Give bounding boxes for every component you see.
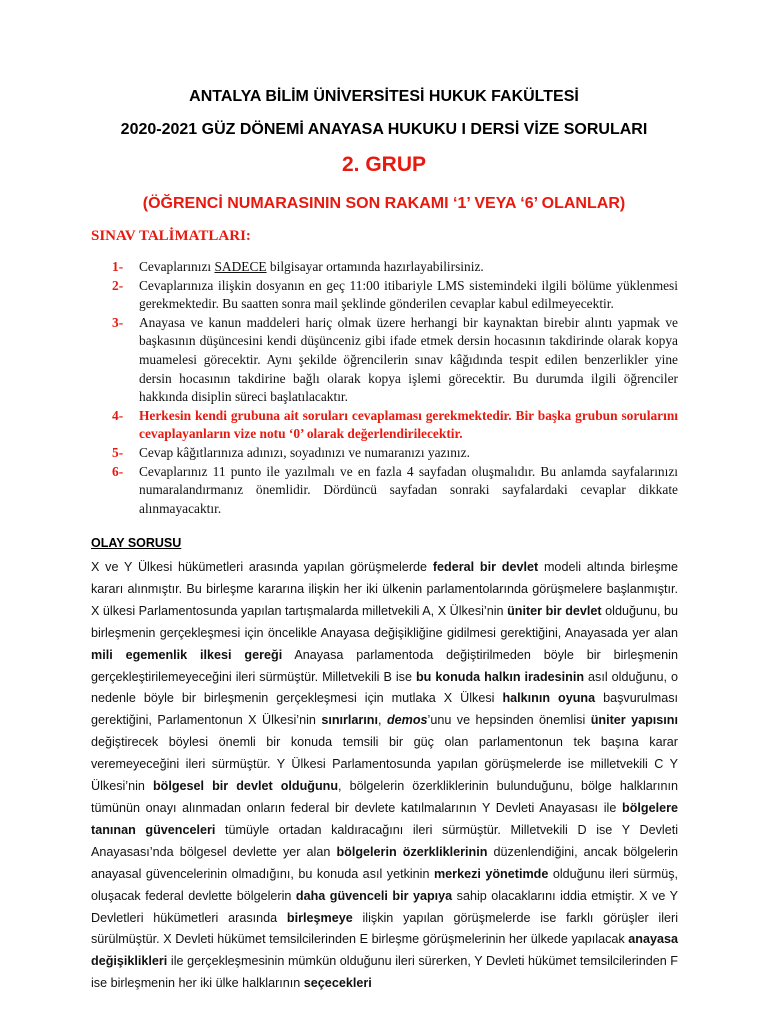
group-title: 2. GRUP	[341, 153, 427, 176]
instruction-text: Anayasa ve kanun maddeleri hariç olmak üzere herhangi bir kaynaktan birebir alıntı yapmak ve başkasının düşüncesini kendi düşünceniz gibi ifade etmek dersin hocasının takdirinde olarak kopya muamelesi görecektir. Aynı şekilde öğrencilerin sınav kâğıdında tespit edilen benzerlikler yine dersin hocasının takdirine bağlı olarak kopya işlemi görecektir. Bu durumda ilgili öğrenciler hakkında disiplin süreci başlatılacaktır.	[139, 314, 678, 405]
case-emphasis-segment: federal bir devlet	[432, 560, 539, 574]
instruction-item-3	[112, 314, 678, 407]
case-text-segment: tümüyle ortadan kaldıracağını ileri sürmüştür. Milletvekili D ise Y Devleti Anayasası’nda bölgesel devlette yer alan	[91, 822, 678, 859]
case-emphasis-segment: mili egemenlik ilkesi gereği	[91, 647, 283, 662]
case-text-segment: değiştirecek böylesi önemli bir konuda temsili bir güç olan parlamentonun tek başına karar veremeyeceğini ileri sürmüştür. Y Ülkesi Parlamentosunda yapılan görüşmelerde ise milletvekili C Y Ülkesi’nin	[91, 735, 678, 794]
instruction-text: Cevap kâğıtlarınıza adınızı, soyadınızı ve numaranızı yazınız.	[139, 444, 470, 460]
case-text-segment: asıl olduğunu, o nedenle böyle bir birleşmenin gerçekleşmesi için mutlaka X Ülkesi	[91, 669, 678, 706]
instruction-number: 1-	[112, 259, 124, 274]
case-emphasis-segment: demos	[386, 713, 428, 728]
university-title: ANTALYA BİLİM ÜNİVERSİTESİ HUKUK FAKÜLTESİ	[189, 88, 579, 105]
case-emphasis-segment: birleşmeye	[286, 910, 353, 925]
case-emphasis-segment: bölgesel bir devlet olduğunu	[152, 779, 339, 794]
case-text-segment: ilişkin yapılan görüşmelerde ise farklı görüşler ileri sürülmüştür. X Devleti hükümet temsilcilerinden E birleşme görüşmelerinin her ülkede yapılacak	[91, 910, 679, 947]
case-emphasis-segment: daha güvenceli bir yapıya	[295, 888, 453, 903]
instruction-number: 5-	[112, 444, 124, 460]
case-emphasis-segment: bu konuda halkın iradesinin	[415, 669, 585, 684]
case-text-segment: modeli altında birleşme kararı alınmıştır. Bu birleşme kararına ilişkin her iki ülkenin parlamentolarında görüşmelere başlanmıştır. X ülkesi Parlamentosunda yapılan tartışmalarda milletvekili A, X Ülkesi’nin	[91, 560, 678, 618]
case-heading: OLAY SORUSU	[91, 536, 182, 550]
case-text-segment: olduğunu, bu birleşmenin gerçekleşmesi için öncelikle Anayasa değişikliğine gidilmesi gerektiğini, Anayasada yer alan	[91, 603, 679, 640]
case-body	[91, 557, 678, 995]
instruction-text: bilgisayar ortamında hazırlayabilirsiniz.	[266, 259, 484, 274]
instruction-number: 3-	[112, 314, 124, 330]
case-emphasis-segment: seçecekleri	[303, 976, 372, 991]
case-emphasis-segment: üniter yapısını	[590, 713, 678, 728]
case-text-segment: ile gerçekleşmesinin mümkün olduğunu ileri sürerken, Y Devleti hükümet temsilcilerinden F ise birleşmenin her iki ülke halklarının	[91, 954, 678, 991]
case-text-segment: ,	[378, 713, 387, 728]
group-note: (ÖĞRENCİ NUMARASININ SON RAKAMI ‘1’ VEYA ‘6’ OLANLAR)	[142, 195, 626, 212]
case-text-segment: sahip olacaklarını iddia etmiştir. X ve Y Devletleri hükümetleri arasında	[91, 888, 678, 925]
case-text-segment: Anayasa parlamentoda değiştirilmeden böyle bir birleşmenin gerçekleştirilemeyeceğini ileri sürmüştür. Milletvekili B ise	[91, 647, 678, 684]
case-emphasis-segment: bölgelere tanınan güvenceleri	[91, 800, 678, 837]
instruction-item-5	[112, 444, 678, 463]
instruction-emphasis: SADECE	[214, 259, 267, 274]
instruction-item-4	[112, 407, 678, 444]
instruction-text: Cevaplarınıza ilişkin dosyanın en geç 11:00 itibariyle LMS sistemindeki ilgili bölüme yüklenmesi gerekmektedir. Bu saatten sonra mail şeklinde gönderilen cevaplar kabul edilmeyecektir.	[139, 277, 678, 312]
instruction-text: Cevaplarınız 11 punto ile yazılmalı ve en fazla 4 sayfadan oluşmalıdır. Bu anlamda sayfalarınızı numaralandırmanız önemlidir. Dördüncü sayfadan sonraki sayfalardaki cevaplar dikkate alınmayacaktır.	[139, 463, 678, 516]
case-text-segment: düzenlendiğini, ancak bölgelerin anayasal güvencelerinin olmadığını, bu konuda asıl yetkinin	[91, 844, 678, 881]
instruction-item-6	[112, 463, 678, 519]
case-emphasis-segment: merkezi yönetimde	[433, 866, 549, 881]
case-text-segment: başvurulması gerektiğini, Parlamentonun X Ülkesi’nin	[91, 691, 678, 728]
case-text-segment: X ve Y Ülkesi hükümetleri arasında yapılan görüşmelerde	[91, 560, 433, 574]
case-emphasis-segment: üniter bir devlet	[507, 603, 602, 618]
instruction-item-1	[112, 258, 678, 277]
case-emphasis-segment: halkının oyuna	[502, 691, 596, 706]
instruction-number: 4-	[112, 407, 124, 423]
instruction-number: 6-	[112, 463, 124, 479]
case-emphasis-segment: bölgelerin özerkliklerinin	[336, 844, 488, 859]
case-emphasis-segment: anayasa değişiklikleri	[91, 932, 678, 969]
instructions-heading: SINAV TALİMATLARI:	[91, 228, 251, 244]
instructions-list	[112, 258, 678, 518]
case-text-segment: olduğunu ileri sürmüş, oluşacak federal devlette bölgelerin	[91, 866, 679, 903]
instruction-number: 2-	[112, 277, 124, 293]
case-text-segment: ’unu ve hepsinden önemlisi	[427, 713, 591, 728]
instruction-text: Cevaplarınızı	[139, 259, 215, 274]
exam-title: 2020-2021 GÜZ DÖNEMİ ANAYASA HUKUKU I DERSİ VİZE SORULARI	[120, 121, 648, 138]
instruction-item-2	[112, 277, 678, 314]
case-text-segment: , bölgelerin özerkliklerinin bulunduğunu, bölge halklarının tümünün onayı alınmadan onların federal bir devlete katılmalarının Y Devleti Anayasası ile	[91, 779, 678, 815]
case-emphasis-segment: sınırlarını	[321, 713, 379, 728]
instruction-text: Herkesin kendi grubuna ait soruları cevaplaması gerekmektedir. Bir başka grubun sorularını cevaplayanların vize notu ‘0’ olarak değerlendirilecektir.	[139, 407, 678, 442]
